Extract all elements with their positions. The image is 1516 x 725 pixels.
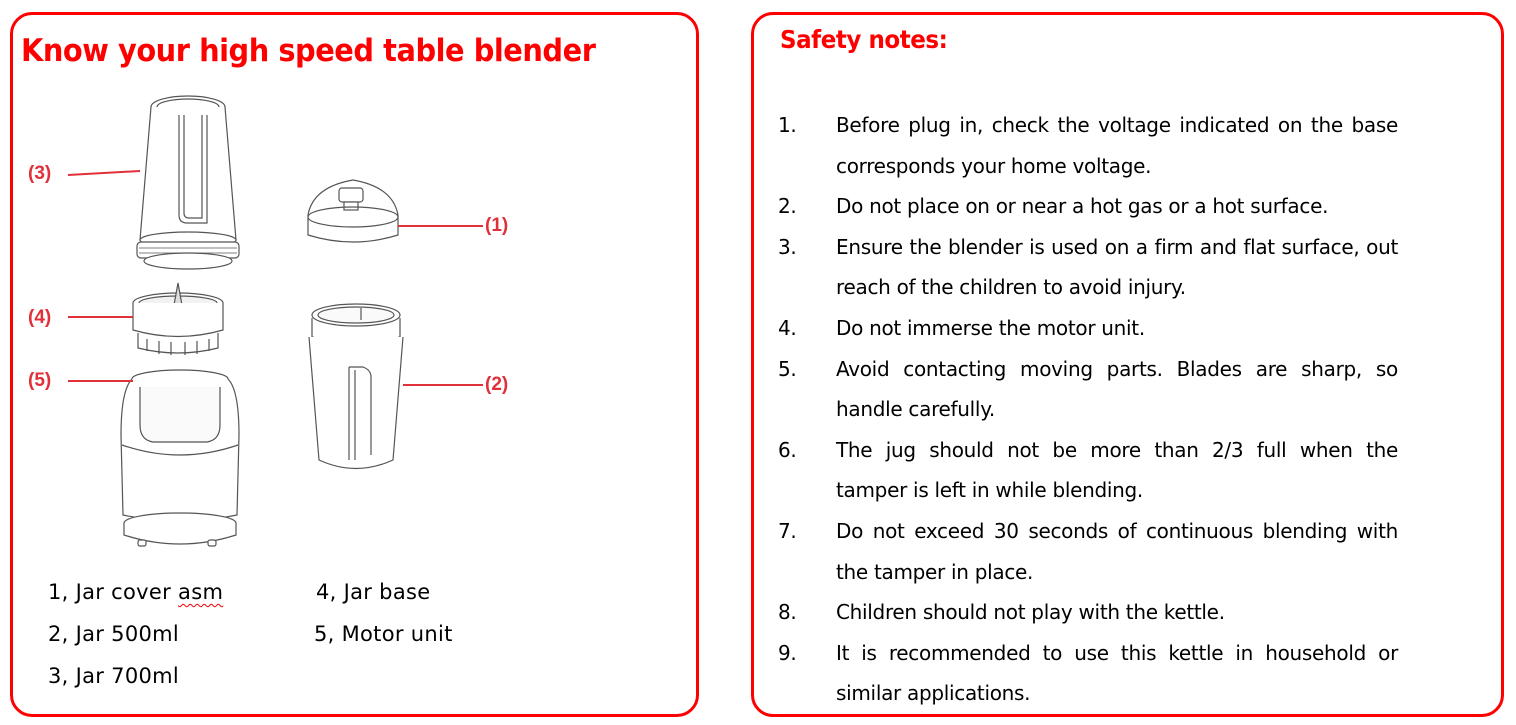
safety-notes-panel [751, 12, 1504, 717]
safety-notes-list [778, 105, 1398, 714]
safety-note: 7. Do not exceed 30 seconds of continuous blending with the tamper in place. [778, 518, 1398, 584]
safety-note: 9. It is recommended to use this kettle in household or similar applications. [778, 640, 1398, 706]
safety-note: 3. Ensure the blender is used on a firm and flat surface, out reach of the children to avoid injury. [778, 234, 1398, 300]
exploded-blender-diagram [13, 15, 702, 720]
callout-3: (3) [28, 163, 52, 184]
safety-note: 4. Do not immerse the motor unit. [778, 315, 1145, 340]
part-4: 4, Jar base [316, 580, 431, 604]
safety-note: 8. Children should not play with the kettle. [778, 600, 1225, 625]
jar-700ml-illustration [137, 96, 239, 269]
safety-note: 1. Before plug in, check the voltage indicated on the base corresponds your home voltage. [778, 113, 1398, 178]
part-1: 1, Jar cover asm [48, 580, 224, 604]
safety-note: 2. Do not place on or near a hot gas or a hot surface. [778, 194, 1329, 219]
part-2: 2, Jar 500ml [48, 622, 180, 646]
callout-lines [68, 171, 483, 385]
page-title: Know your high speed table blender [21, 33, 596, 69]
jar-500ml-illustration [309, 304, 403, 469]
callout-2: (2) [485, 374, 509, 395]
safety-note: 6. The jug should not be more than 2/3 full when the tamper is left in while blending. [778, 437, 1398, 503]
jar-base-illustration [133, 283, 223, 355]
callout-4: (4) [28, 307, 52, 328]
callout-5: (5) [28, 370, 52, 391]
safety-note: 5. Avoid contacting moving parts. Blades are sharp, so handle carefully. [778, 356, 1398, 422]
blender-overview-panel [10, 12, 699, 717]
callout-1: (1) [485, 215, 509, 236]
part-5: 5, Motor unit [314, 622, 453, 646]
spellcheck-flagged-word: asm [178, 580, 224, 604]
safety-notes-title: Safety notes: [780, 25, 948, 54]
jar-cover-illustration [308, 180, 398, 242]
motor-unit-illustration [121, 370, 239, 546]
part-3: 3, Jar 700ml [48, 664, 180, 688]
